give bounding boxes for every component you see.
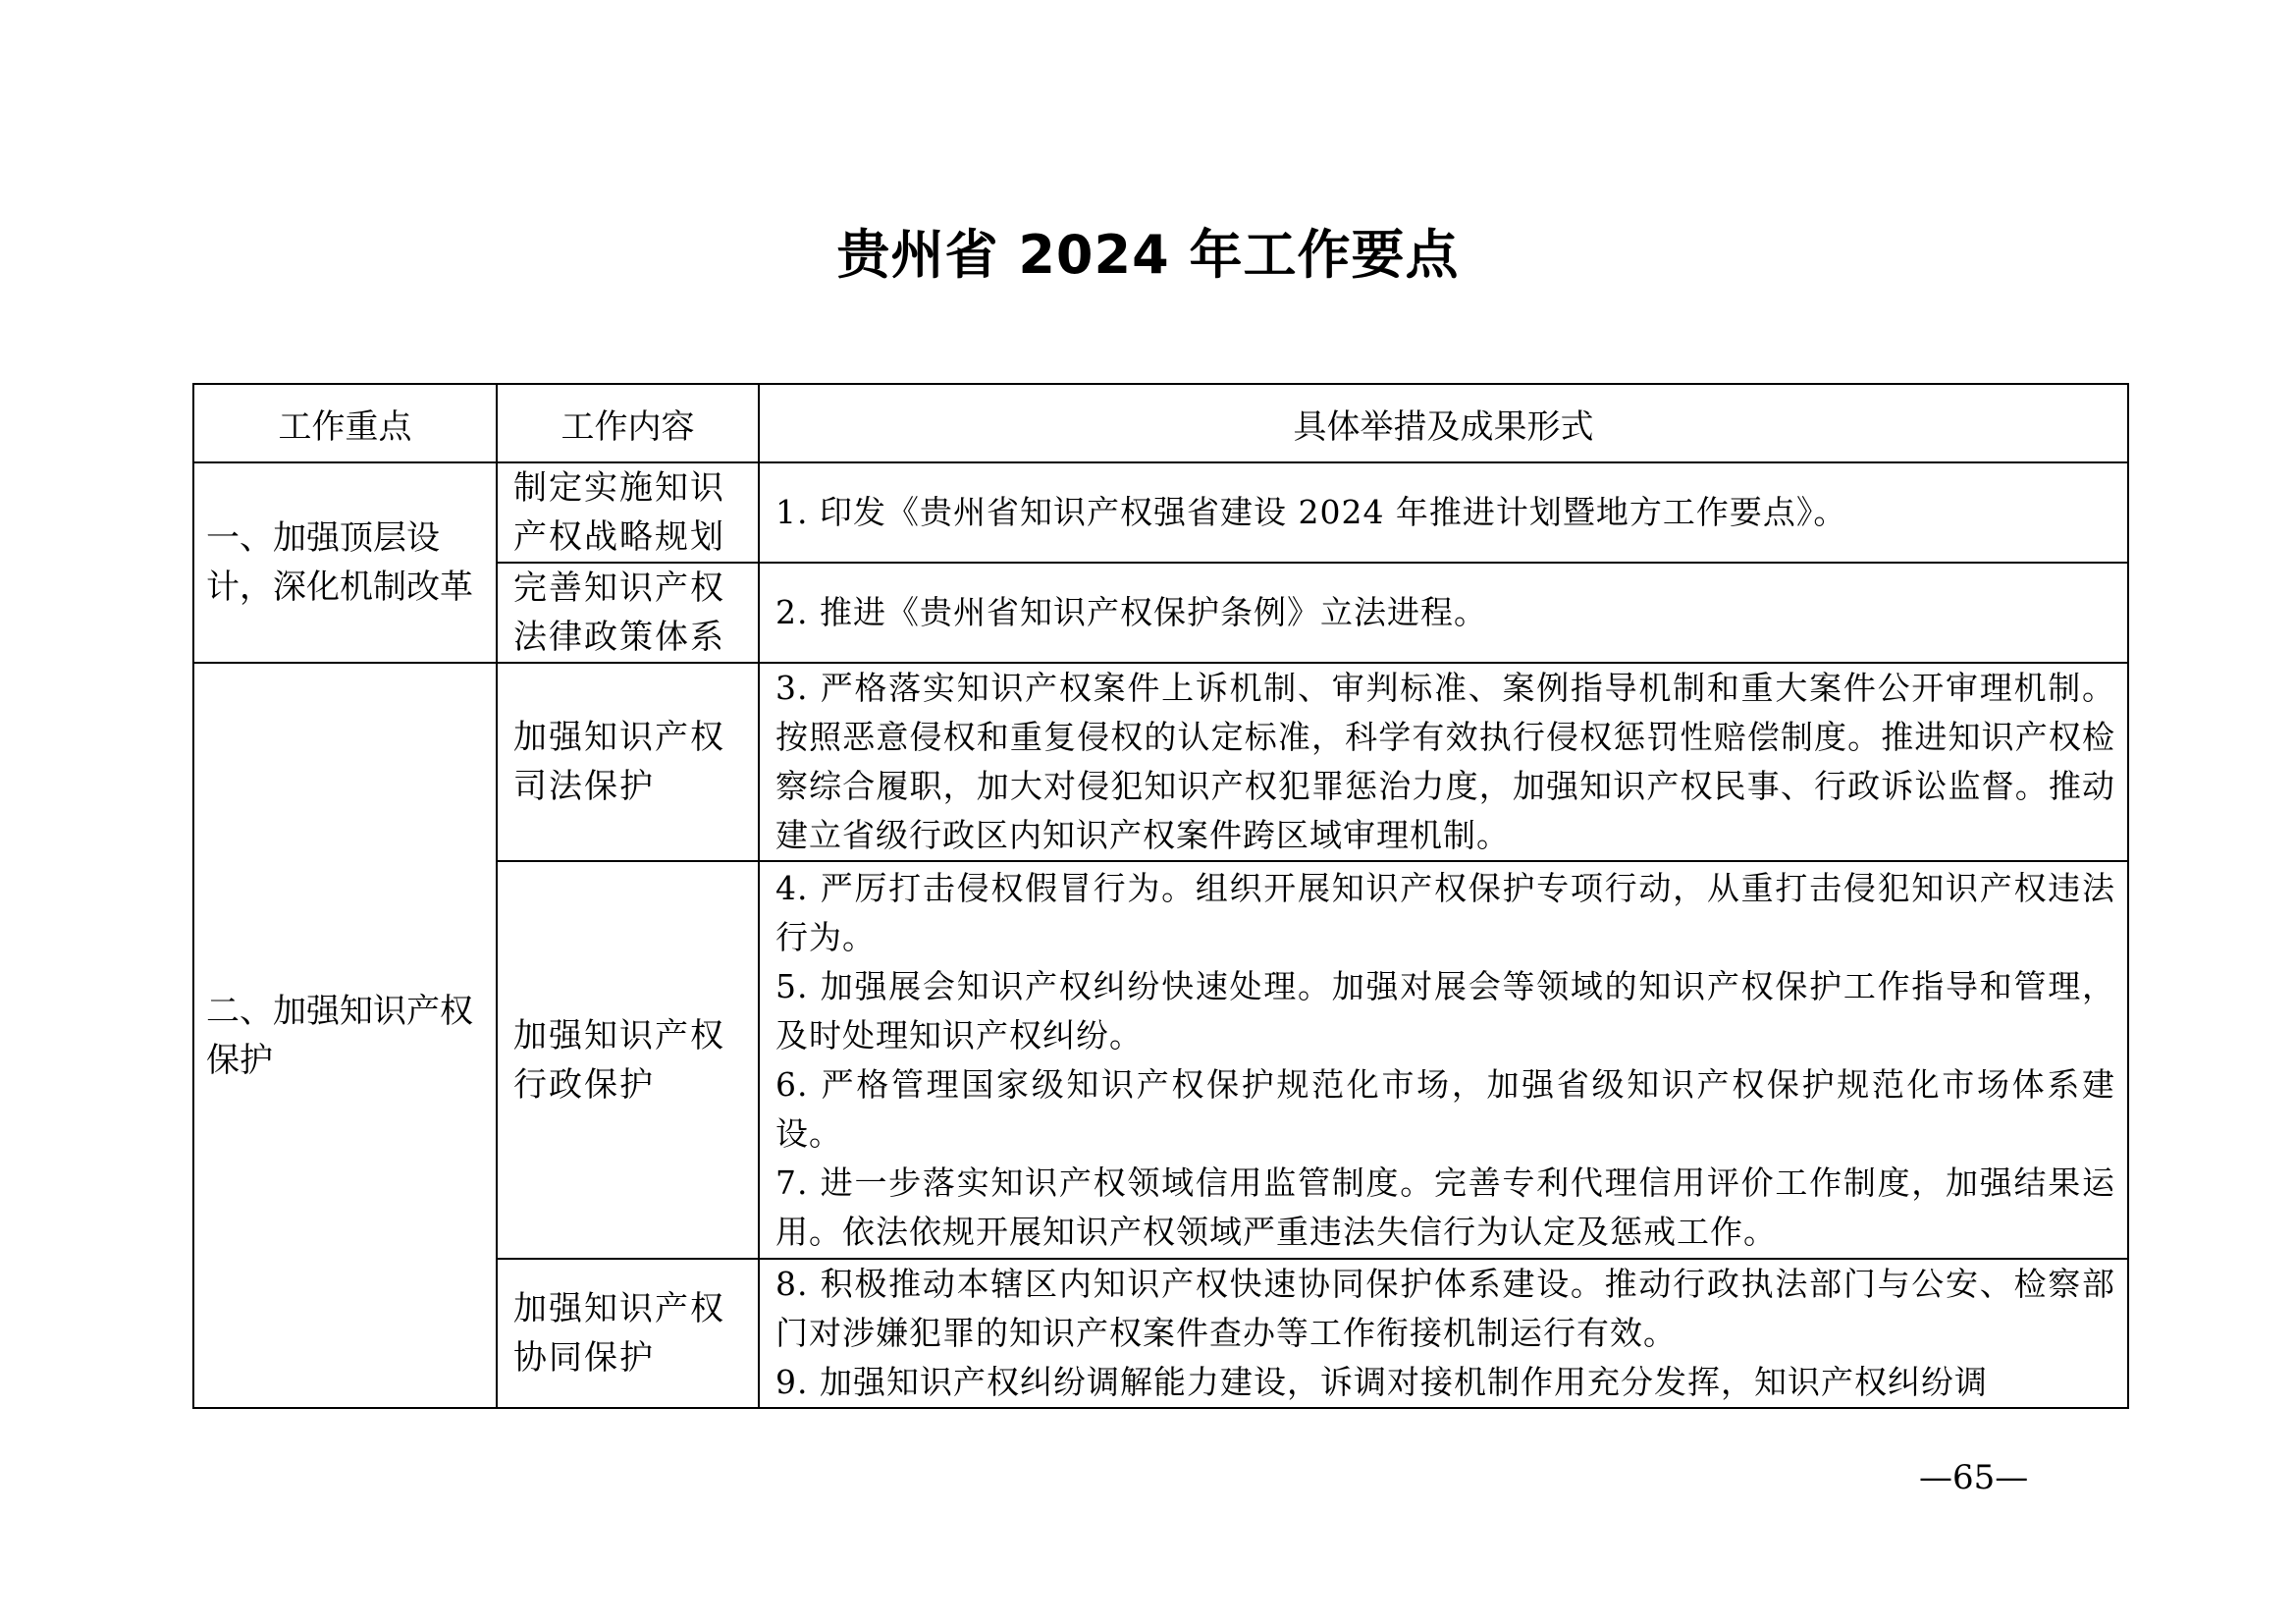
measure-item: 2. 推进《贵州省知识产权保护条例》立法进程。 xyxy=(775,593,1487,631)
header-measures: 具体举措及成果形式 xyxy=(759,384,2128,462)
content-cell: 加强知识产权协同保护 xyxy=(497,1259,759,1408)
measure-item: 4. 严厉打击侵权假冒行为。组织开展知识产权保护专项行动，从重打击侵犯知识产权违法行为。 xyxy=(775,868,2115,956)
table-header-row xyxy=(193,384,2128,462)
measure-item: 1. 印发《贵州省知识产权强省建设 2024 年推进计划暨地方工作要点》。 xyxy=(775,493,1847,531)
measure-item: 9. 加强知识产权纠纷调解能力建设，诉调对接机制作用充分发挥，知识产权纠纷调 xyxy=(775,1363,1988,1401)
measure-item: 3. 严格落实知识产权案件上诉机制、审判标准、案例指导机制和重大案件公开审理机制。按照恶意侵权和重复侵权的认定标准，科学有效执行侵权惩罚性赔偿制度。推进知识产权检察综合履职，加大对侵犯知识产权犯罪惩治力度，加强知识产权民事、行政诉讼监督。推动建立省级行政区内知识产权案件跨区域审理机制。 xyxy=(775,669,2115,854)
content-cell: 制定实施知识产权战略规划 xyxy=(497,462,759,563)
content-cell: 完善知识产权法律政策体系 xyxy=(497,563,759,663)
measure-item: 7. 进一步落实知识产权领域信用监管制度。完善专利代理信用评价工作制度，加强结果运用。依法依规开展知识产权领域严重违法失信行为认定及惩戒工作。 xyxy=(775,1163,2115,1251)
measure-cell xyxy=(759,663,2128,861)
header-content: 工作内容 xyxy=(497,384,759,462)
table-row xyxy=(193,663,2128,861)
work-plan-table xyxy=(192,383,2129,1409)
measure-cell xyxy=(759,861,2128,1259)
document-title: 贵州省 2024 年工作要点 xyxy=(836,224,1460,286)
measure-cell xyxy=(759,563,2128,663)
page-number: —65— xyxy=(1919,1458,2029,1497)
measure-item: 8. 积极推动本辖区内知识产权快速协同保护体系建设。推动行政执法部门与公安、检察部门对涉嫌犯罪的知识产权案件查办等工作衔接机制运行有效。 xyxy=(775,1265,2115,1352)
table-row xyxy=(193,462,2128,563)
measure-cell xyxy=(759,1259,2128,1408)
content-cell: 加强知识产权司法保护 xyxy=(497,663,759,861)
header-focus: 工作重点 xyxy=(193,384,497,462)
measure-clip xyxy=(775,1260,2115,1407)
content-cell: 加强知识产权行政保护 xyxy=(497,861,759,1259)
focus-cell-1: 一、加强顶层设计，深化机制改革 xyxy=(193,462,497,663)
focus-cell-2: 二、加强知识产权保护 xyxy=(193,663,497,1408)
measure-cell xyxy=(759,462,2128,563)
measure-item: 6. 严格管理国家级知识产权保护规范化市场，加强省级知识产权保护规范化市场体系建设。 xyxy=(775,1064,2115,1153)
measure-item: 5. 加强展会知识产权纠纷快速处理。加强对展会等领域的知识产权保护工作指导和管理，及时处理知识产权纠纷。 xyxy=(775,966,2115,1055)
